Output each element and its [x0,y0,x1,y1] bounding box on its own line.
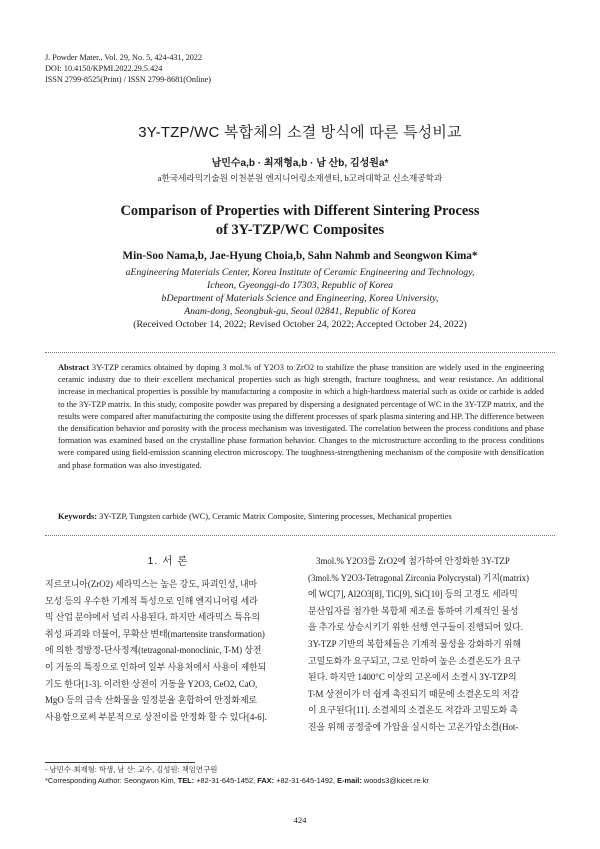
korean-affiliation: a한국세라믹기술원 이천분원 엔지니어링소재센터, b고려대학교 신소재공학과 [157,173,443,183]
body-line: 진을 위해 공정중에 가압을 실시하는 고온가압소결(Hot- [308,721,519,732]
footnote-rule [45,762,195,763]
abstract-text: 3Y-TZP ceramics obtained by doping 3 mol.% of Y2O3 to ZrO2 to stabilize the phase transition are widely used in the engineering ceramic industry due to their excellent mechanical properties such as high strength, fracture toughness, and wear resistance. An additional increase in mechanical properties is possible by manufacturing a composite in which a high-hardness material such as oxide or carbide is added to the 3Y-TZP matrix. In this study, composite powder was prepared by dispersing a designated percentage of WC in the 3Y-TZP matrix, and the results were compared after manufacturing the composite using the different processes of spark plasma sintering and HP. The difference between the densification behavior and porosity with the process mechanism was investigated. The correlation between the process conditions and phase formation was examined based on the crystalline phase formation behavior. Changes to the microstructure according to the process conditions were compared using field-emission scanning electron microscopy. The toughness-strengthening mechanism of the composite with densification and phase formation was also investigated. [58,363,545,470]
body-line: 에 의한 정방정-단사정계(tetragonal-monoclinic, T-M) 상전 [45,645,262,656]
body-line: (3mol.% Y2O3-Tetragonal Zirconia Polycrystal) 기지(matrix) [308,572,529,583]
affiliation-line-1: aEngineering Materials Center, Korea Institute of Ceramic Engineering and Technology, [125,267,475,278]
english-title-line2: of 3Y-TZP/WC Composites [215,222,385,238]
page-number: 424 [293,815,307,825]
body-line: 3Y-TZP 기반의 복합체들은 기계적 물성을 강화하기 위해 [308,638,522,649]
english-title [0,202,600,240]
english-authors: Min-Soo Nama,b, Jae-Hyung Choia,b, Sahn Nahmb and Seongwon Kima* [122,250,478,262]
body-line: 기도 한다[1-3]. 이러한 상전이 거동을 Y2O3, CeO2, CaO, [45,678,258,689]
tel-value: +82-31-645-1452, [196,775,258,785]
abstract-heading: Abstract [58,363,90,372]
body-line: T-M 상전이가 더 쉽게 촉진되기 때문에 소결온도의 저감 [308,688,520,699]
abstract-bottom-divider [45,535,555,536]
journal-header [45,52,211,85]
affiliation-line-3: bDepartment of Materials Science and Engineering, Korea University, [161,293,439,304]
body-line: 고밀도화가 요구되고, 그로 인하여 높은 소결온도가 요구 [308,655,521,666]
email-label: E-mail: [337,775,364,785]
footnote-roles: - 남민수·최재형: 학생, 남 산: 교수, 김성원: 책임연구원 [45,765,218,774]
keywords [58,511,544,523]
body-line: 을 추가로 상승시키기 위한 선행 연구들이 진행되어 있다. [308,622,523,633]
left-column [45,576,291,725]
keywords-text: 3Y-TZP, Tungsten carbide (WC), Ceramic Matrix Composite, Sintering processes, Mechanical properties [99,512,452,521]
email-value: woods3@kicet.re.kr [363,775,429,785]
received-dates: (Received October 14, 2022; Revised October 24, 2022; Accepted October 24, 2022) [133,319,467,330]
section-heading: 1. 서 론 [147,555,189,567]
abstract [58,362,544,472]
affiliation-line-4: Anam-dong, Seongbuk-gu, Seoul 02841, Republic of Korea [184,306,416,317]
corresponding-label: *Corresponding Author: [45,775,124,785]
body-line: 이 거동의 특징으로 인하여 일부 사용처에서 사용이 제한되 [45,661,267,672]
journal-citation: J. Powder Mater., Vol. 29, No. 5, 424-431, 2022 [45,53,203,62]
korean-title: 3Y-TZP/WC 복합체의 소결 방식에 따른 특성비교 [138,124,462,141]
keywords-heading: Keywords: [58,512,98,521]
affiliation-line-2: Icheon, Gyeonggi-do 17303, Republic of Korea [206,280,393,291]
body-line: 믹 산업 분야에서 널리 사용된다. 하지만 세라믹스 특유의 [45,612,260,623]
body-line: MgO 등의 금속 산화물을 일정분율 혼합하여 안정화제로 [45,695,258,706]
body-line: 취성 파괴와 더불어, 무확산 변태(martensite transformation) [45,628,265,639]
body-line: 이 요구된다[11]. 소결체의 소결온도 저감과 고밀도화 촉 [308,705,519,716]
right-column [308,553,556,736]
body-line: 분산입자를 첨가한 복합체 제조를 통하여 기계적인 물성 [308,605,519,616]
body-line: 3mol.% Y2O3를 ZrO2에 첨가하여 안정화한 3Y-TZP [316,556,510,566]
tel-label: TEL: [177,775,197,785]
korean-authors: 남민수a,b · 최재형a,b · 남 산b, 김성원a* [211,158,389,169]
footnotes [45,765,429,786]
body-line: 사용함으로써 부분적으로 상전이를 안정화 할 수 있다[4-6]. [45,711,267,722]
journal-issn: ISSN 2799-8525(Print) / ISSN 2799-8681(Online) [45,75,212,84]
body-line: 지르코니아(ZrO2) 세라믹스는 높은 강도, 파괴인성, 내마 [45,579,258,589]
fax-label: FAX: [257,775,277,785]
journal-doi: DOI: 10.4150/KPMI.2022.29.5.424 [45,64,163,73]
footnote-contact [45,776,429,787]
body-line: 된다. 하지만 1400°C 이상의 고온에서 소결시 3Y-TZP의 [308,672,517,683]
abstract-top-divider [45,352,555,353]
corresponding-name: Seongwon Kim, [123,775,178,785]
body-line: 에 WC[7], Al2O3[8], TiC[9], SiC[10] 등의 고경도 세라믹 [308,589,518,600]
english-affiliations [0,266,600,331]
fax-value: +82-31-645-1492, [276,775,338,785]
english-title-line1: Comparison of Properties with Different Sintering Process [120,203,480,219]
body-line: 모성 등의 우수한 기계적 특성으로 인해 엔지니어링 세라 [45,595,258,606]
